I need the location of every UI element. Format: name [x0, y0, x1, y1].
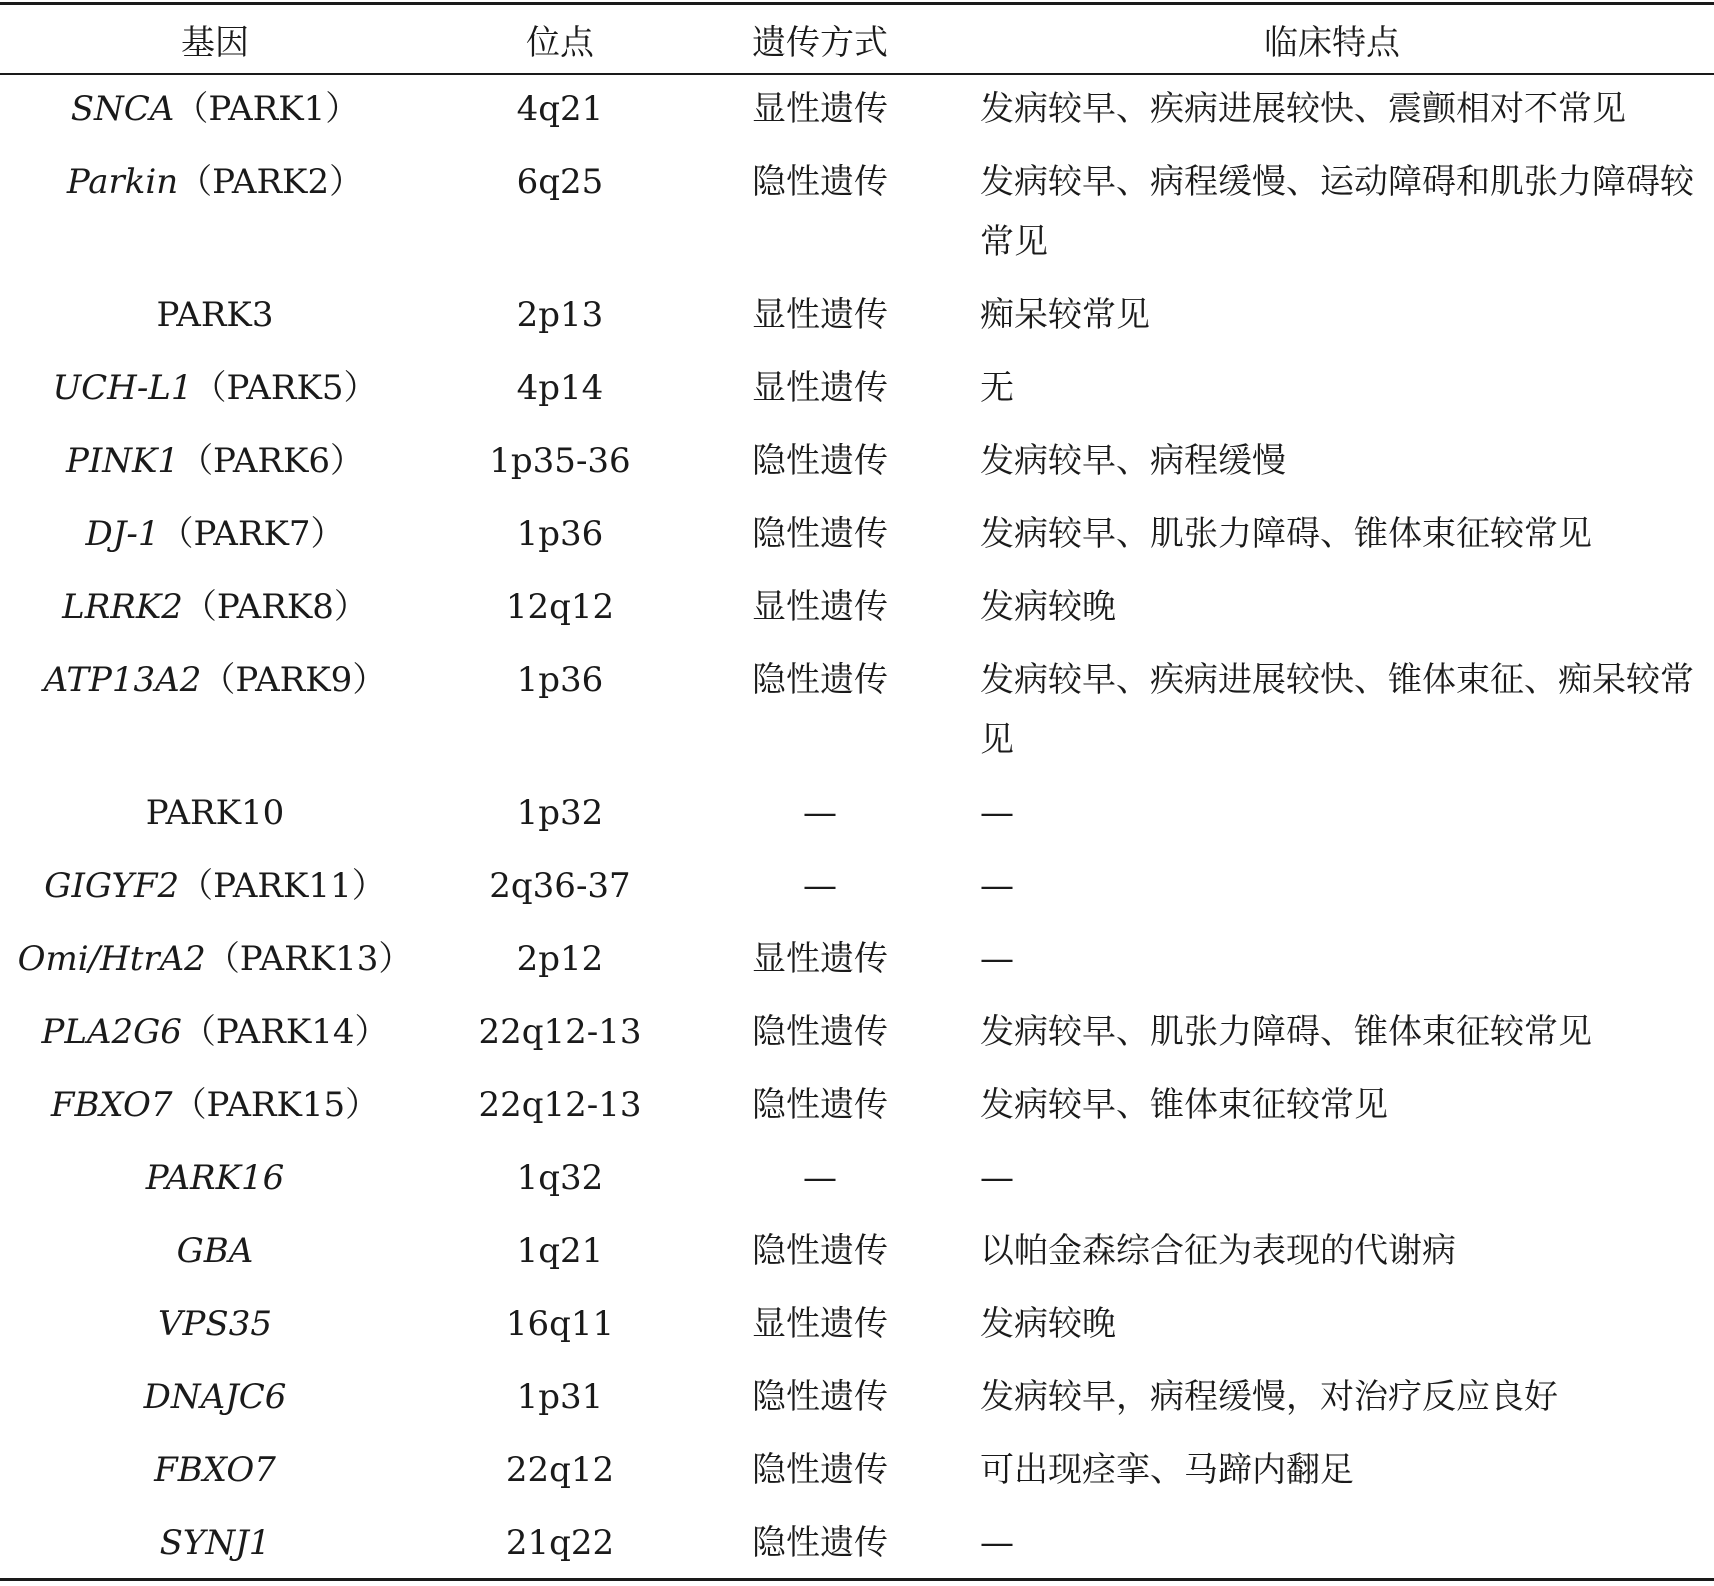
- gene-symbol: SYNJ1: [159, 1523, 271, 1563]
- cell-locus: 21q22: [505, 1523, 615, 1563]
- table-row: [0, 856, 1714, 929]
- table-row: [0, 152, 1714, 285]
- cell-locus: 2q36-37: [489, 866, 631, 906]
- table-row: [0, 73, 1714, 152]
- park-locus-label: （PARK14）: [181, 1012, 389, 1052]
- gene-symbol: LRRK2: [62, 587, 183, 627]
- cell-locus: 1p36: [516, 514, 604, 554]
- park-locus-label: （PARK13）: [205, 939, 413, 979]
- cell-locus: 12q12: [505, 587, 615, 627]
- cell-gene: [0, 1513, 430, 1586]
- cell-clinical-features: 发病较晚: [980, 1304, 1116, 1344]
- cell-inheritance-mode: 隐性遗传: [752, 1450, 888, 1490]
- cell-locus: 22q12-13: [478, 1012, 642, 1052]
- cell-clinical-features: —: [980, 939, 1014, 979]
- cell-inheritance-mode: —: [803, 866, 837, 906]
- cell-inheritance-mode: 隐性遗传: [752, 1085, 888, 1125]
- table-row: [0, 358, 1714, 431]
- cell-inheritance-mode: 显性遗传: [752, 368, 888, 408]
- cell-gene: [0, 1294, 430, 1367]
- gene-symbol: PARK3: [156, 295, 274, 335]
- cell-gene: [0, 1002, 430, 1075]
- gene-symbol: DJ-1: [85, 514, 160, 554]
- cell-gene: [0, 73, 430, 152]
- cell-gene: [0, 1075, 430, 1148]
- cell-inheritance-mode: 隐性遗传: [752, 1012, 888, 1052]
- gene-symbol: DNAJC6: [143, 1377, 287, 1417]
- cell-gene: [0, 1221, 430, 1294]
- table-row: [0, 1075, 1714, 1148]
- gene-symbol: GIGYF2: [44, 866, 180, 906]
- gene-symbol: PINK1: [65, 441, 180, 481]
- cell-locus: 16q11: [505, 1304, 615, 1344]
- table-row: [0, 285, 1714, 358]
- cell-locus: 1p36: [516, 660, 604, 700]
- park-locus-label: （PARK5）: [192, 368, 378, 408]
- cell-clinical-features: 无: [980, 368, 1014, 408]
- cell-clinical-features: —: [980, 793, 1014, 833]
- table-row: [0, 650, 1714, 783]
- cell-inheritance-mode: 显性遗传: [752, 939, 888, 979]
- cell-gene: [0, 152, 430, 285]
- cell-gene: [0, 1148, 430, 1221]
- header-gene: 基因: [181, 22, 249, 63]
- cell-locus: 4p14: [516, 368, 604, 408]
- cell-clinical-features: —: [980, 866, 1014, 906]
- cell-locus: 1q32: [516, 1158, 604, 1198]
- cell-gene: [0, 285, 430, 358]
- cell-gene: [0, 856, 430, 929]
- gene-symbol: FBXO7: [154, 1450, 276, 1490]
- cell-inheritance-mode: 隐性遗传: [752, 441, 888, 481]
- table-row: [0, 504, 1714, 577]
- header-clinical: 临床特点: [1264, 22, 1400, 63]
- park-locus-label: （PARK8）: [182, 587, 368, 627]
- cell-locus: 1p31: [516, 1377, 604, 1417]
- cell-gene: [0, 929, 430, 1002]
- header-mode: 遗传方式: [752, 22, 888, 63]
- table-row: [0, 1148, 1714, 1221]
- gene-symbol: Parkin: [66, 162, 179, 202]
- gene-symbol: FBXO7: [50, 1085, 173, 1125]
- cell-clinical-features: —: [980, 1158, 1014, 1198]
- cell-clinical-features: 以帕金森综合征为表现的代谢病: [980, 1231, 1456, 1271]
- cell-locus: 1q21: [516, 1231, 604, 1271]
- header-locus: 位点: [526, 22, 594, 63]
- cell-inheritance-mode: 显性遗传: [752, 1304, 888, 1344]
- gene-symbol: PARK10: [145, 793, 285, 833]
- park-locus-label: （PARK7）: [159, 514, 345, 554]
- table-row: [0, 431, 1714, 504]
- table-row: [0, 929, 1714, 1002]
- cell-clinical-features: 可出现痉挛、马蹄内翻足: [980, 1450, 1354, 1490]
- gene-symbol: PLA2G6: [41, 1012, 182, 1052]
- cell-clinical-features: 发病较早、疾病进展较快、锥体束征、痴呆较常见: [980, 660, 1694, 760]
- cell-gene: [0, 577, 430, 650]
- table-row: [0, 1294, 1714, 1367]
- gene-symbol: UCH-L1: [52, 368, 193, 408]
- cell-clinical-features: 发病较早，病程缓慢，对治疗反应良好: [980, 1377, 1558, 1417]
- cell-inheritance-mode: 隐性遗传: [752, 1377, 888, 1417]
- cell-inheritance-mode: 隐性遗传: [752, 1231, 888, 1271]
- cell-inheritance-mode: —: [803, 793, 837, 833]
- cell-clinical-features: 发病较晚: [980, 587, 1116, 627]
- header-row: [0, 5, 1714, 73]
- park-locus-label: （PARK11）: [179, 866, 386, 906]
- park-locus-label: （PARK1）: [174, 89, 360, 129]
- cell-gene: [0, 504, 430, 577]
- cell-clinical-features: —: [980, 1523, 1014, 1563]
- cell-locus: 1p32: [516, 793, 604, 833]
- cell-inheritance-mode: 显性遗传: [752, 587, 888, 627]
- gene-symbol: ATP13A2: [43, 660, 202, 700]
- cell-gene: [0, 1440, 430, 1513]
- cell-inheritance-mode: 显性遗传: [752, 89, 888, 129]
- cell-locus: 6q25: [516, 162, 604, 202]
- table-row: [0, 1002, 1714, 1075]
- table-row: [0, 783, 1714, 856]
- table-body: [0, 73, 1714, 1586]
- cell-inheritance-mode: 隐性遗传: [752, 660, 888, 700]
- cell-inheritance-mode: 隐性遗传: [752, 514, 888, 554]
- cell-clinical-features: 发病较早、肌张力障碍、锥体束征较常见: [980, 1012, 1592, 1052]
- cell-locus: 22q12: [505, 1450, 615, 1490]
- cell-gene: [0, 431, 430, 504]
- gene-symbol: SNCA: [70, 89, 175, 129]
- cell-inheritance-mode: —: [803, 1158, 837, 1198]
- cell-clinical-features: 发病较早、病程缓慢: [980, 441, 1286, 481]
- gene-symbol: GBA: [176, 1231, 254, 1271]
- cell-locus: 2p13: [516, 295, 604, 335]
- cell-locus: 2p12: [516, 939, 604, 979]
- cell-clinical-features: 发病较早、疾病进展较快、震颤相对不常见: [980, 89, 1626, 129]
- cell-gene: [0, 358, 430, 431]
- table-row: [0, 1367, 1714, 1440]
- gene-table: [0, 5, 1714, 1586]
- cell-inheritance-mode: 隐性遗传: [752, 1523, 888, 1563]
- cell-inheritance-mode: 隐性遗传: [752, 162, 888, 202]
- table-row: [0, 1513, 1714, 1586]
- cell-clinical-features: 发病较早、病程缓慢、运动障碍和肌张力障碍较常见: [980, 162, 1694, 262]
- park-locus-label: （PARK6）: [179, 441, 365, 481]
- gene-symbol: PARK16: [145, 1158, 285, 1198]
- table-row: [0, 577, 1714, 650]
- cell-gene: [0, 650, 430, 783]
- cell-gene: [0, 783, 430, 856]
- park-locus-label: （PARK15）: [172, 1085, 380, 1125]
- table-row: [0, 1221, 1714, 1294]
- cell-gene: [0, 1367, 430, 1440]
- park-locus-label: （PARK2）: [178, 162, 364, 202]
- table-row: [0, 1440, 1714, 1513]
- cell-locus: 4q21: [516, 89, 604, 129]
- cell-clinical-features: 发病较早、锥体束征较常见: [980, 1085, 1388, 1125]
- cell-inheritance-mode: 显性遗传: [752, 295, 888, 335]
- cell-clinical-features: 痴呆较常见: [980, 295, 1150, 335]
- cell-locus: 22q12-13: [478, 1085, 642, 1125]
- gene-symbol: Omi/HtrA2: [17, 939, 206, 979]
- cell-clinical-features: 发病较早、肌张力障碍、锥体束征较常见: [980, 514, 1592, 554]
- cell-locus: 1p35-36: [489, 441, 631, 481]
- gene-symbol: VPS35: [158, 1304, 272, 1344]
- table-header: [0, 5, 1714, 73]
- park-locus-label: （PARK9）: [201, 660, 387, 700]
